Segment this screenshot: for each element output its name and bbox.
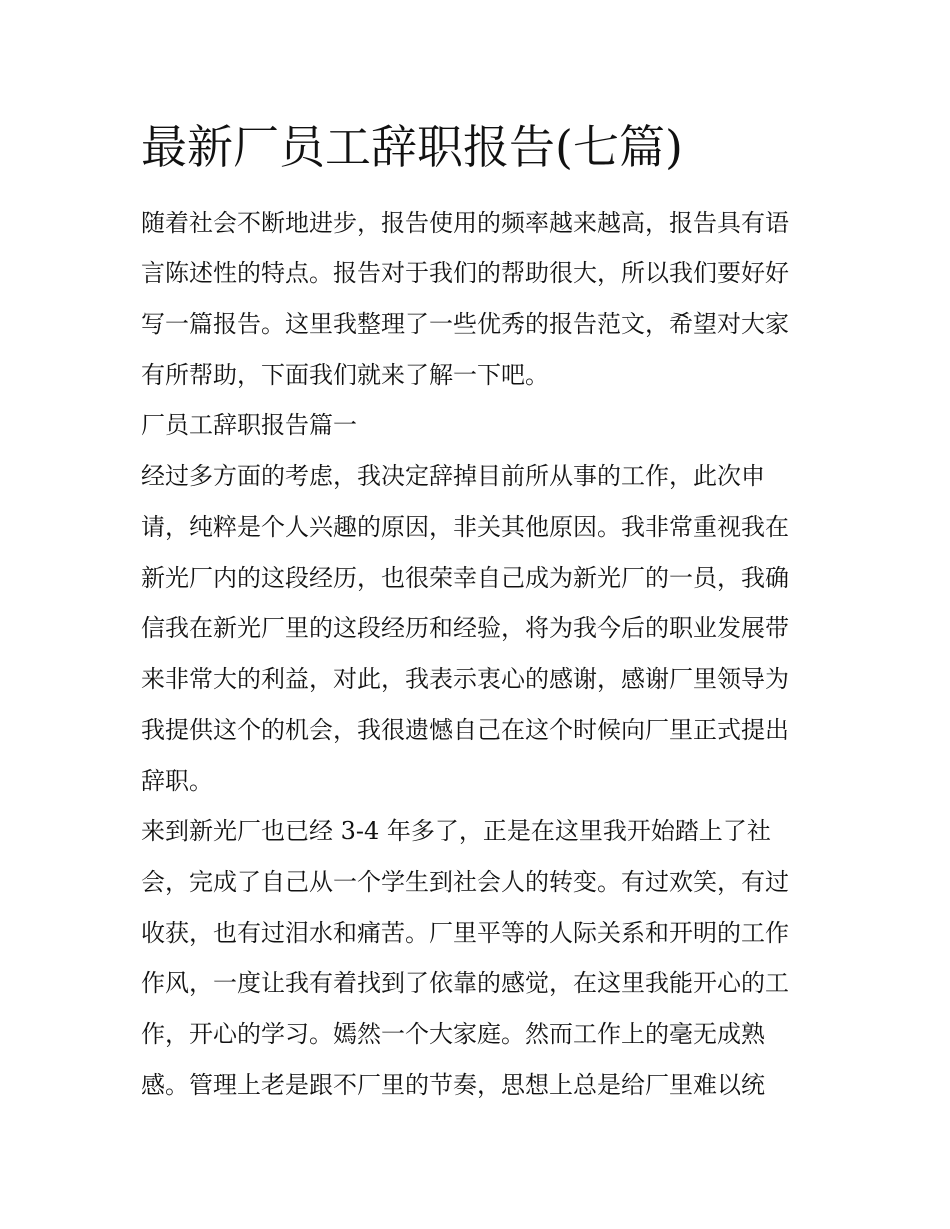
intro-line: 有所帮助，下面我们就来了解一下吧。 bbox=[141, 361, 549, 389]
paragraph-line: 新光厂内的这段经历，也很荣幸自己成为新光厂的一员，我确 bbox=[141, 564, 789, 592]
paragraph-line: 信我在新光厂里的这段经历和经验，将为我今后的职业发展带 bbox=[141, 614, 789, 642]
document-title: 最新厂员工辞职报告(七篇) bbox=[141, 120, 683, 174]
paragraph-line: 我提供这个的机会，我很遗憾自己在这个时候向厂里正式提出 bbox=[141, 716, 789, 744]
paragraph-line: 来非常大的利益，对此，我表示衷心的感谢，感谢厂里领导为 bbox=[141, 665, 789, 693]
section-heading: 厂员工辞职报告篇一 bbox=[141, 411, 357, 439]
paragraph-line: 会，完成了自己从一个学生到社会人的转变。有过欢笑，有过 bbox=[141, 868, 789, 896]
paragraph-line: 感。管理上老是跟不厂里的节奏，思想上总是给厂里难以统 bbox=[141, 1071, 765, 1099]
intro-line: 言陈述性的特点。报告对于我们的帮助很大，所以我们要好好 bbox=[141, 259, 789, 287]
intro-line: 随着社会不断地进步，报告使用的频率越来越高，报告具有语 bbox=[141, 209, 789, 237]
paragraph-line: 作，开心的学习。嫣然一个大家庭。然而工作上的毫无成熟 bbox=[141, 1020, 765, 1048]
paragraph-line: 辞职。 bbox=[141, 767, 213, 795]
paragraph-line: 来到新光厂也已经 3-4 年多了，正是在这里我开始踏上了社 bbox=[141, 817, 771, 845]
paragraph-line: 收获，也有过泪水和痛苦。厂里平等的人际关系和开明的工作 bbox=[141, 919, 789, 947]
intro-line: 写一篇报告。这里我整理了一些优秀的报告范文，希望对大家 bbox=[141, 310, 789, 338]
paragraph-line: 作风，一度让我有着找到了依靠的感觉，在这里我能开心的工 bbox=[141, 969, 789, 997]
paragraph-line: 请，纯粹是个人兴趣的原因，非关其他原因。我非常重视我在 bbox=[141, 513, 789, 541]
paragraph-line: 经过多方面的考虑，我决定辞掉目前所从事的工作，此次申 bbox=[141, 462, 765, 490]
